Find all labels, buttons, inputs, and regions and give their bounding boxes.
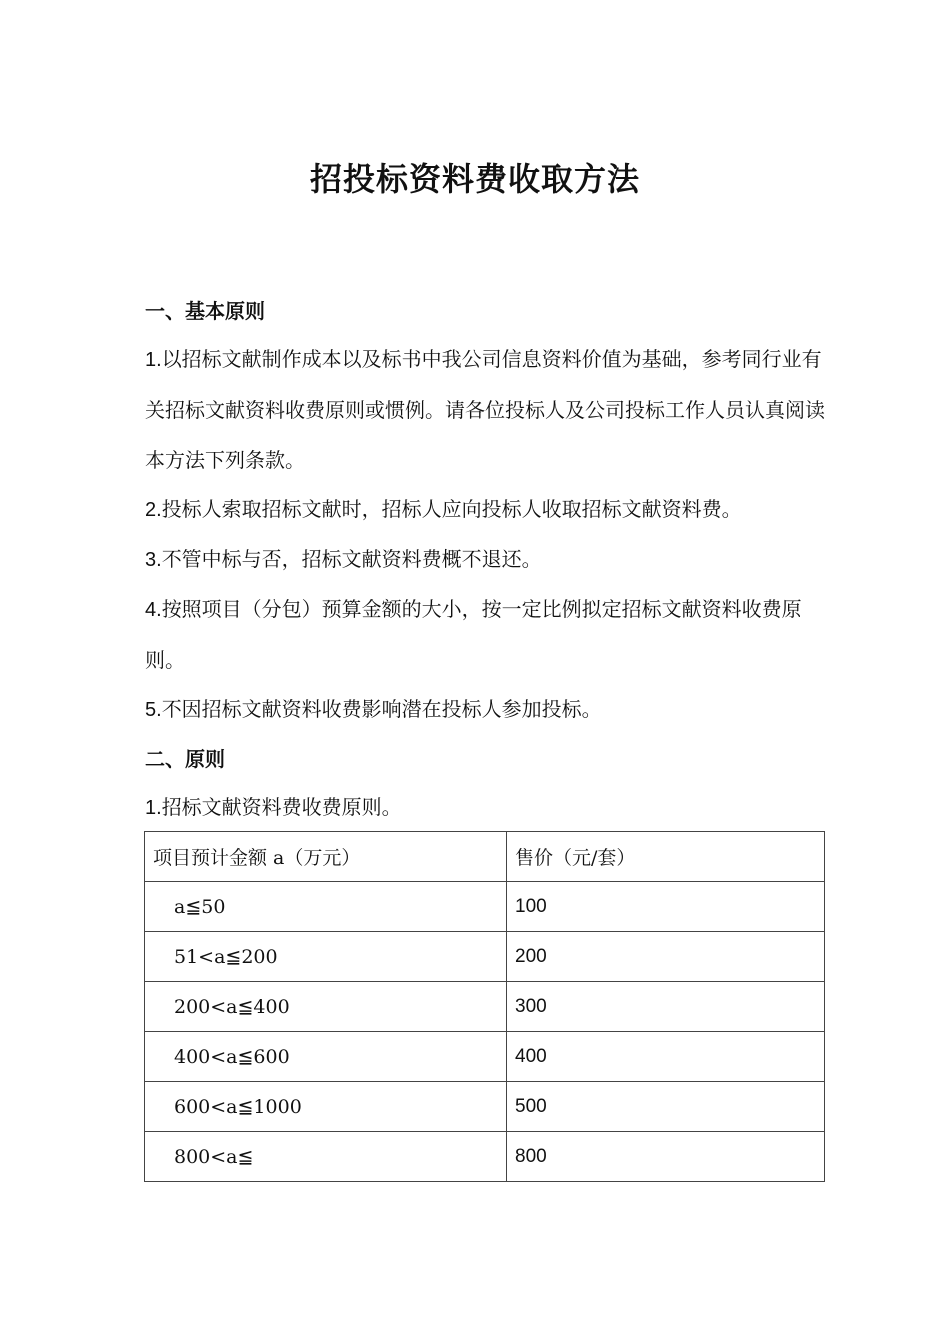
item-number: 2. — [145, 499, 162, 521]
item-number: 1. — [145, 797, 162, 819]
principle-item-1 — [145, 334, 825, 485]
section-heading-basic-principles: 一、基本原则 — [145, 299, 265, 323]
document-title: 招投标资料费收取方法 — [309, 160, 640, 198]
amount-range-cell: 800<a≦ — [145, 1132, 507, 1182]
table-row — [145, 982, 825, 1032]
principle-item-3 — [145, 534, 825, 585]
table-header-row — [145, 832, 825, 882]
table-row — [145, 1082, 825, 1132]
item-number: 3. — [145, 549, 162, 571]
item-number: 4. — [145, 599, 162, 621]
price-cell: 800 — [507, 1132, 825, 1182]
price-cell: 500 — [507, 1082, 825, 1132]
amount-range-cell: 600<a≦1000 — [145, 1082, 507, 1132]
amount-range-cell: 400<a≦600 — [145, 1032, 507, 1082]
price-cell: 300 — [507, 982, 825, 1032]
price-cell: 100 — [507, 882, 825, 932]
price-cell: 400 — [507, 1032, 825, 1082]
item-number: 5. — [145, 699, 162, 721]
item-text: 按照项目（分包）预算金额的大小，按一定比例拟定招标文献资料收费原则。 — [145, 597, 802, 672]
principle-item-2 — [145, 484, 825, 535]
fee-table — [144, 831, 825, 1182]
amount-range-cell: 200<a≦400 — [145, 982, 507, 1032]
table-row — [145, 882, 825, 932]
item-text: 投标人索取招标文献时，招标人应向投标人收取招标文献资料费。 — [161, 497, 742, 521]
principle-item-4 — [145, 584, 825, 685]
column-header-amount: 项目预计金额 a（万元） — [145, 832, 507, 882]
item-text: 不因招标文献资料收费影响潜在投标人参加投标。 — [161, 697, 602, 721]
table-row — [145, 1032, 825, 1082]
column-header-price: 售价（元/套） — [507, 832, 825, 882]
item-text: 不管中标与否，招标文献资料费概不退还。 — [161, 547, 542, 571]
item-number: 1. — [145, 349, 162, 371]
principle-item-5 — [145, 684, 825, 735]
table-row — [145, 1132, 825, 1182]
amount-range-cell: a≦50 — [145, 882, 507, 932]
price-cell: 200 — [507, 932, 825, 982]
item-text: 招标文献资料费收费原则。 — [161, 795, 402, 819]
section-heading-principles: 二、原则 — [145, 747, 225, 771]
item-text: 以招标文献制作成本以及标书中我公司信息资料价值为基础，参考同行业有关招标文献资料收费原则或惯例。请各位投标人及公司投标工作人员认真阅读本方法下列条款。 — [145, 347, 825, 472]
table-row — [145, 932, 825, 982]
amount-range-cell: 51<a≦200 — [145, 932, 507, 982]
fee-standard-intro — [145, 782, 825, 833]
